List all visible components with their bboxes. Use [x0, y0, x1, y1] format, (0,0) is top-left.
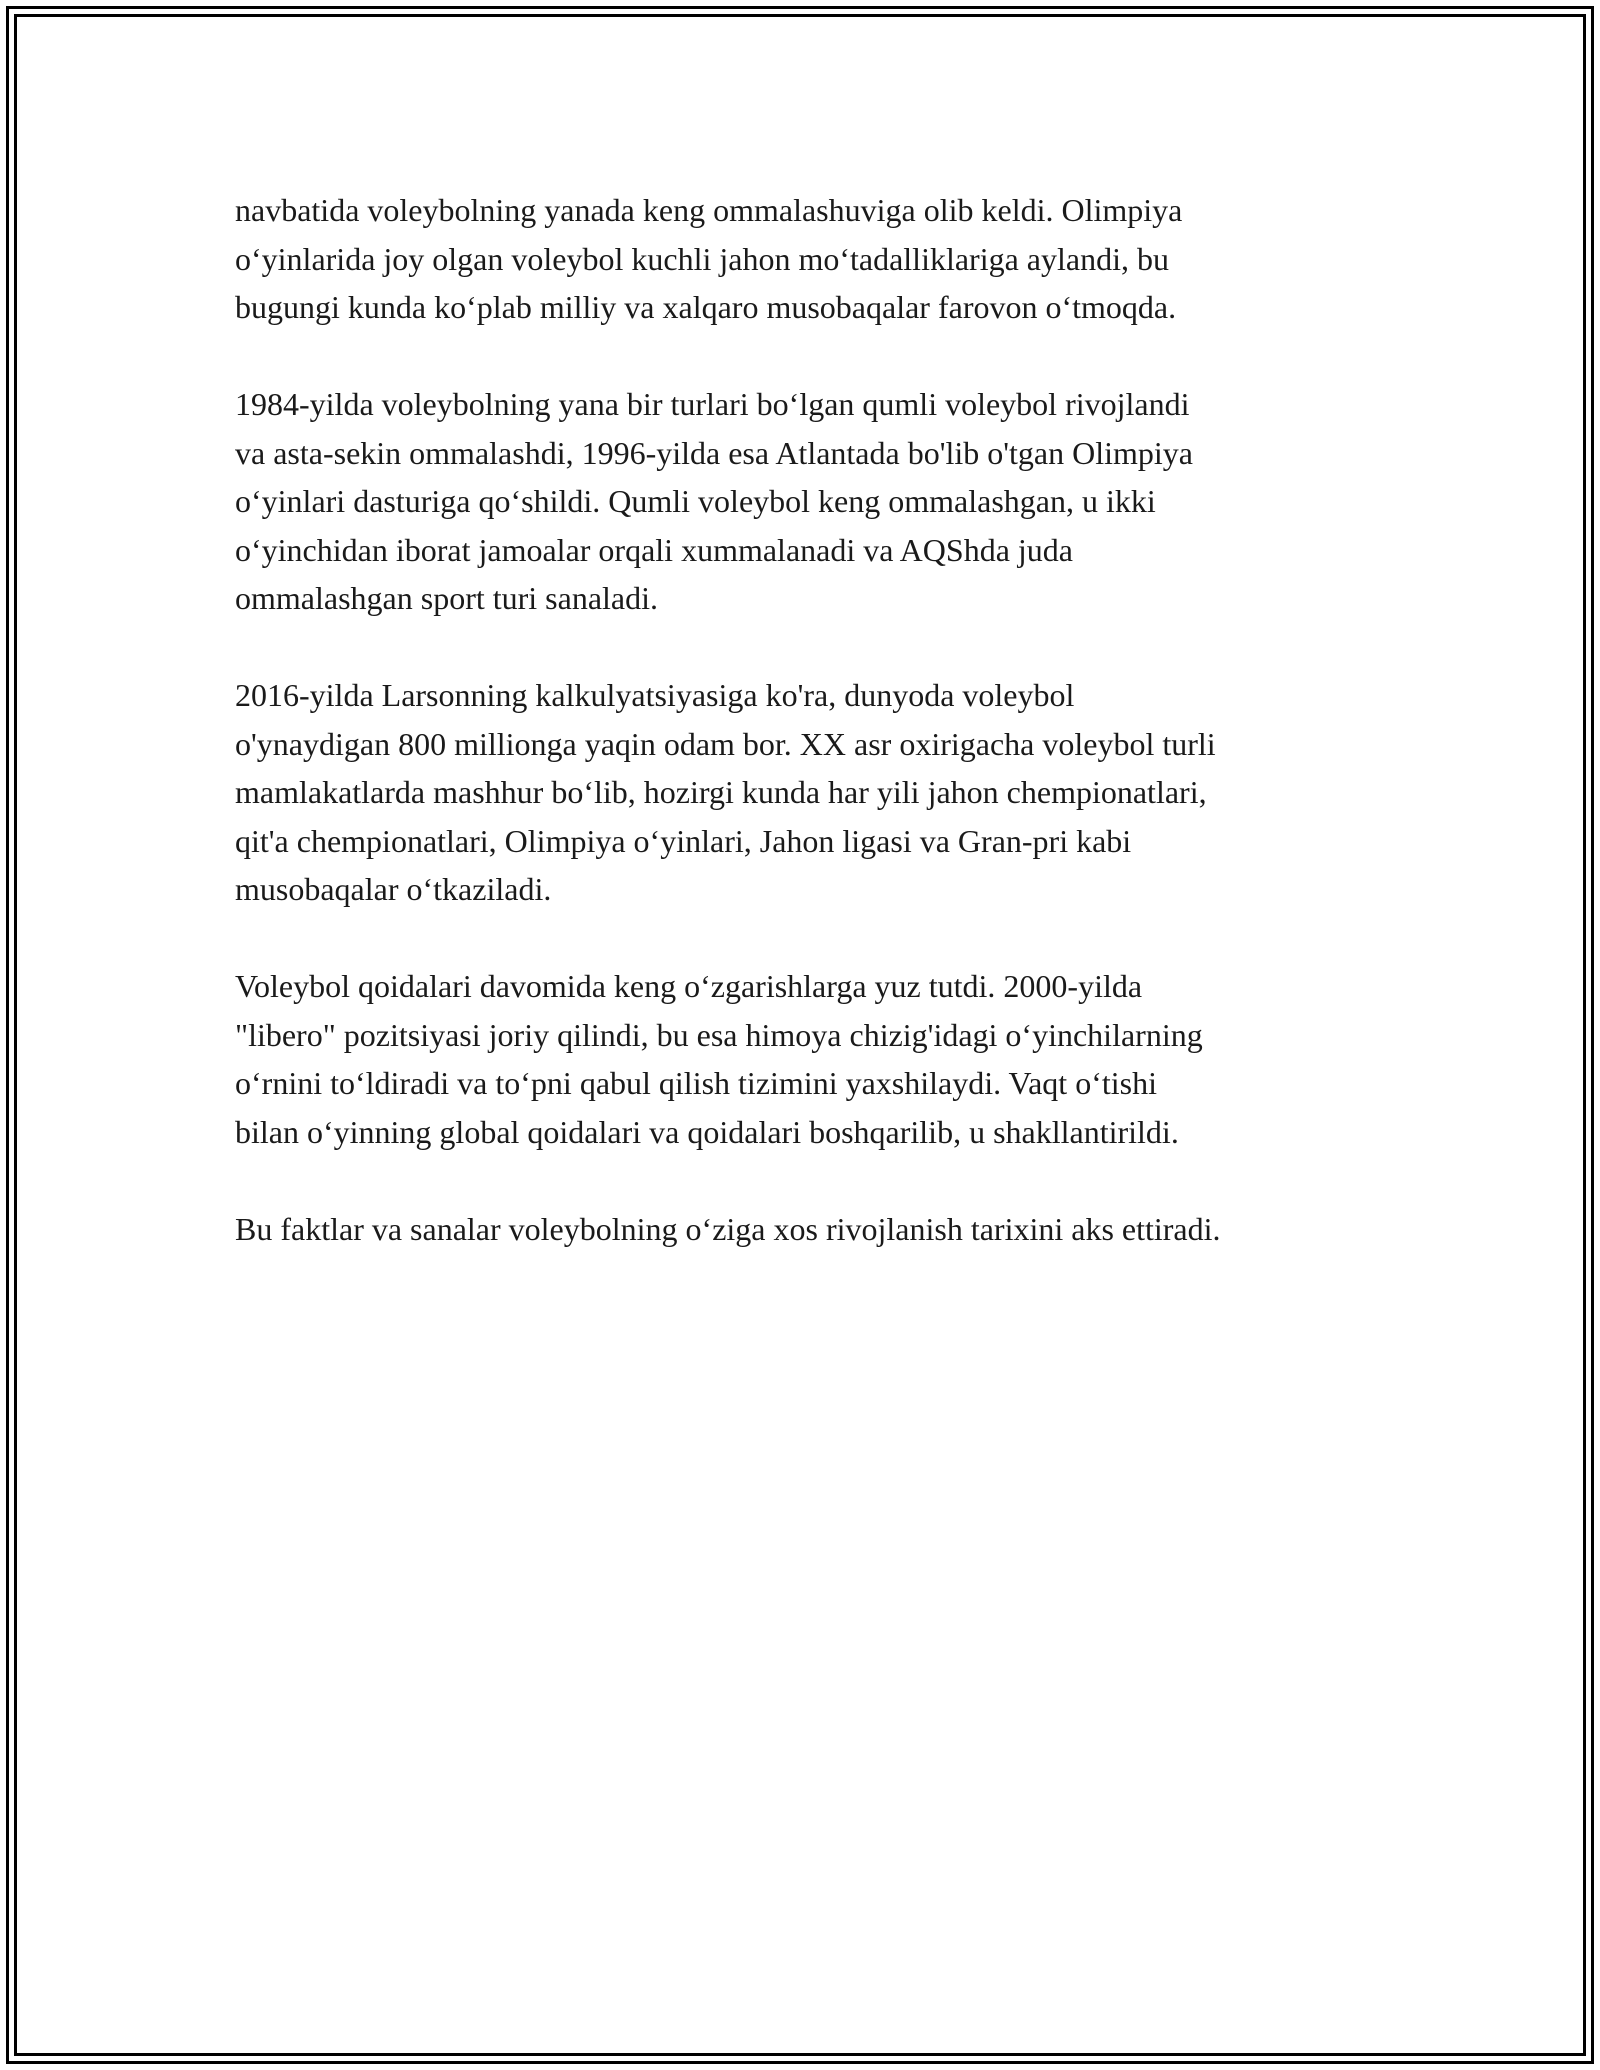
paragraph-line: bugungi kunda ko‘plab milliy va xalqaro musobaqalar farovon o‘tmoqda. — [235, 289, 1177, 325]
paragraph-line: navbatida voleybolning yanada keng ommalashuviga olib keldi. Olimpiya — [235, 192, 1183, 228]
paragraph-1 — [235, 186, 1385, 332]
paragraph-line: Voleybol qoidalari davomida keng o‘zgarishlarga yuz tutdi. 2000-yilda — [235, 968, 1143, 1004]
paragraph-3 — [235, 671, 1385, 914]
paragraph-line: o'ynaydigan 800 millionga yaqin odam bor. XX asr oxirigacha voleybol turli — [235, 725, 1216, 762]
paragraph-line: ommalashgan sport turi sanaladi. — [235, 580, 659, 616]
paragraph-4 — [235, 962, 1385, 1156]
paragraph-line: 2016-yilda Larsonning kalkulyatsiyasiga ko'ra, dunyoda voleybol — [235, 677, 1075, 713]
paragraph-line: bilan o‘yinning global qoidalari va qoidalari boshqarilib, u shakllantirildi. — [235, 1113, 1179, 1150]
paragraph-5 — [235, 1205, 1385, 1254]
paragraph-2 — [235, 380, 1385, 623]
paragraph-line: o‘yinlari dasturiga qo‘shildi. Qumli voleybol keng ommalashgan, u ikki — [235, 483, 1156, 519]
paragraph-line: o‘yinlarida joy olgan voleybol kuchli jahon mo‘tadalliklariga aylandi, bu — [235, 240, 1169, 277]
paragraph-line: va asta-sekin ommalashdi, 1996-yilda esa Atlantada bo'lib o'tgan Olimpiya — [235, 434, 1193, 471]
paragraph-line: o‘yinchidan iborat jamoalar orqali xummalanadi va AQShda juda — [235, 531, 1073, 568]
paragraph-line: o‘rnini to‘ldiradi va to‘pni qabul qilish tizimini yaxshilaydi. Vaqt o‘tishi — [235, 1065, 1157, 1101]
paragraph-line: qit'a chempionatlari, Olimpiya o‘yinlari, Jahon ligasi va Gran-pri kabi — [235, 822, 1132, 859]
paragraph-line: mamlakatlarda mashhur bo‘lib, hozirgi kunda har yili jahon chempionatlari, — [235, 774, 1207, 810]
paragraph-line: musobaqalar o‘tkaziladi. — [235, 871, 552, 907]
paragraph-line: Bu faktlar va sanalar voleybolning o‘ziga xos rivojlanish tarixini aks ettiradi. — [235, 1210, 1221, 1247]
paragraph-line: 1984-yilda voleybolning yana bir turlari bo‘lgan qumli voleybol rivojlandi — [235, 386, 1190, 422]
paragraph-line: "libero" pozitsiyasi joriy qilindi, bu esa himoya chizig'idagi o‘yinchilarning — [235, 1016, 1203, 1053]
document-body — [235, 186, 1385, 1302]
